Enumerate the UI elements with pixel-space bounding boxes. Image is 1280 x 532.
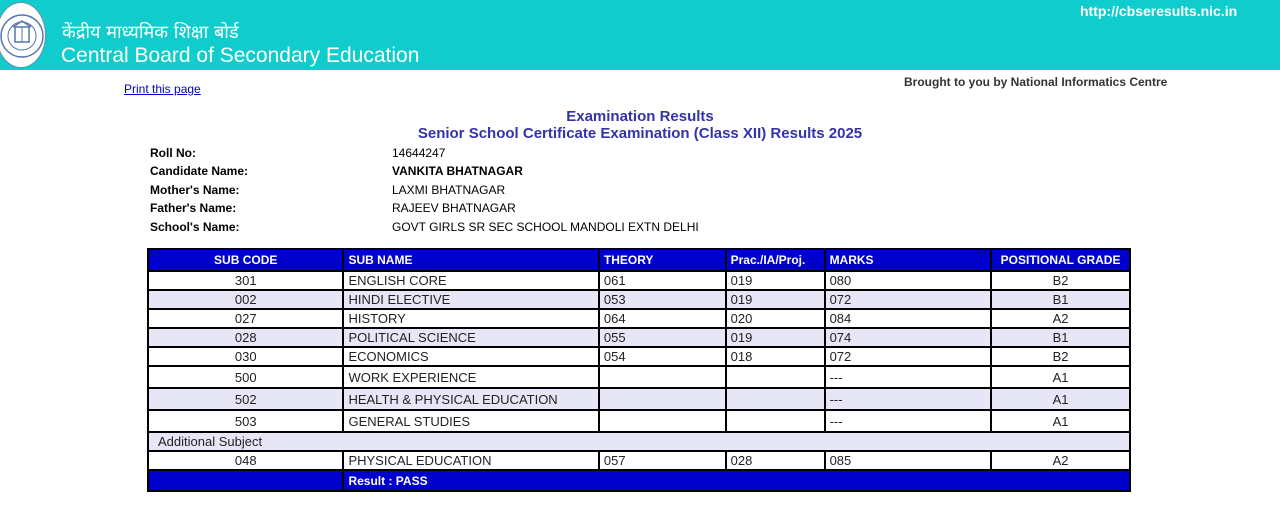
marks-table — [147, 248, 1131, 492]
header-positional-grade: POSITIONAL GRADE — [991, 249, 1130, 271]
grade-cell: B2 — [991, 347, 1130, 366]
father-name-label: Father's Name: — [150, 201, 237, 215]
sub-code-cell: 048 — [148, 451, 343, 470]
grade-cell: A2 — [991, 309, 1130, 328]
sub-code-cell: 502 — [148, 388, 343, 410]
marks-cell: 072 — [825, 290, 992, 309]
grade-cell: B1 — [991, 290, 1130, 309]
school-name-label: School's Name: — [150, 220, 240, 234]
table-row — [148, 328, 1130, 347]
candidate-name-value: VANKITA BHATNAGAR — [392, 164, 523, 178]
practical-cell — [726, 410, 825, 432]
sub-name-cell: GENERAL STUDIES — [343, 410, 598, 432]
sub-name-cell: HEALTH & PHYSICAL EDUCATION — [343, 388, 598, 410]
result-spacer-cell — [148, 470, 343, 491]
mother-name-value: LAXMI BHATNAGAR — [392, 183, 506, 197]
cbse-logo-icon — [0, 2, 46, 68]
header-practical: Prac./IA/Proj. — [726, 249, 825, 271]
result-text: Result : PASS — [343, 470, 1130, 491]
practical-cell: 028 — [726, 451, 825, 470]
sub-code-cell: 030 — [148, 347, 343, 366]
sub-code-cell: 027 — [148, 309, 343, 328]
theory-cell: 054 — [599, 347, 726, 366]
sub-code-cell: 002 — [148, 290, 343, 309]
school-name-value: GOVT GIRLS SR SEC SCHOOL MANDOLI EXTN DELHI — [392, 220, 699, 234]
marks-cell: --- — [825, 366, 992, 388]
roll-no-value: 14644247 — [392, 146, 446, 160]
practical-cell — [726, 366, 825, 388]
theory-cell: 057 — [599, 451, 726, 470]
marks-cell: 085 — [825, 451, 992, 470]
father-name-value: RAJEEV BHATNAGAR — [392, 201, 516, 215]
grade-cell: A1 — [991, 388, 1130, 410]
sub-code-cell: 028 — [148, 328, 343, 347]
sub-name-cell: HISTORY — [343, 309, 598, 328]
practical-cell: 019 — [726, 271, 825, 290]
theory-cell: 053 — [599, 290, 726, 309]
grade-cell: B2 — [991, 271, 1130, 290]
sub-name-cell: HINDI ELECTIVE — [343, 290, 598, 309]
roll-no-label: Roll No: — [150, 146, 196, 160]
additional-subject-label: Additional Subject — [148, 432, 1130, 451]
header-sub-name: SUB NAME — [343, 249, 598, 271]
practical-cell: 018 — [726, 347, 825, 366]
practical-cell — [726, 388, 825, 410]
header-theory: THEORY — [599, 249, 726, 271]
table-row — [148, 290, 1130, 309]
practical-cell: 019 — [726, 328, 825, 347]
site-header — [0, 0, 1280, 70]
nic-credit: Brought to you by National Informatics Centre — [904, 75, 1168, 89]
sub-name-cell: PHYSICAL EDUCATION — [343, 451, 598, 470]
theory-cell: 064 — [599, 309, 726, 328]
theory-cell — [599, 388, 726, 410]
board-title-hindi: केंद्रीय माध्यमिक शिक्षा बोर्ड — [62, 22, 239, 43]
board-title-english: Central Board of Secondary Education — [61, 44, 420, 67]
theory-cell: 055 — [599, 328, 726, 347]
practical-cell: 019 — [726, 290, 825, 309]
practical-cell: 020 — [726, 309, 825, 328]
grade-cell: B1 — [991, 328, 1130, 347]
theory-cell: 061 — [599, 271, 726, 290]
header-sub-code: SUB CODE — [148, 249, 343, 271]
results-heading: Examination Results — [566, 108, 714, 125]
site-url: http://cbseresults.nic.in — [1080, 3, 1238, 19]
marks-cell: 074 — [825, 328, 992, 347]
marks-cell: --- — [825, 388, 992, 410]
table-row — [148, 451, 1130, 470]
sub-code-cell: 500 — [148, 366, 343, 388]
header-marks: MARKS — [825, 249, 992, 271]
result-row — [148, 470, 1130, 491]
mother-name-label: Mother's Name: — [150, 183, 240, 197]
table-row — [148, 388, 1130, 410]
table-row — [148, 410, 1130, 432]
theory-cell — [599, 410, 726, 432]
marks-cell: 072 — [825, 347, 992, 366]
sub-name-cell: POLITICAL SCIENCE — [343, 328, 598, 347]
print-page-link[interactable]: Print this page — [124, 82, 201, 96]
sub-code-cell: 503 — [148, 410, 343, 432]
table-header-row — [148, 249, 1130, 271]
table-row — [148, 271, 1130, 290]
table-row — [148, 366, 1130, 388]
grade-cell: A1 — [991, 366, 1130, 388]
grade-cell: A1 — [991, 410, 1130, 432]
table-row — [148, 347, 1130, 366]
grade-cell: A2 — [991, 451, 1130, 470]
sub-code-cell: 301 — [148, 271, 343, 290]
candidate-name-label: Candidate Name: — [150, 164, 249, 178]
sub-name-cell: ENGLISH CORE — [343, 271, 598, 290]
table-row — [148, 309, 1130, 328]
marks-cell: --- — [825, 410, 992, 432]
marks-cell: 084 — [825, 309, 992, 328]
theory-cell — [599, 366, 726, 388]
sub-name-cell: WORK EXPERIENCE — [343, 366, 598, 388]
results-subheading: Senior School Certificate Examination (Class XII) Results 2025 — [417, 125, 863, 142]
sub-name-cell: ECONOMICS — [343, 347, 598, 366]
additional-subject-row — [148, 432, 1130, 451]
marks-cell: 080 — [825, 271, 992, 290]
